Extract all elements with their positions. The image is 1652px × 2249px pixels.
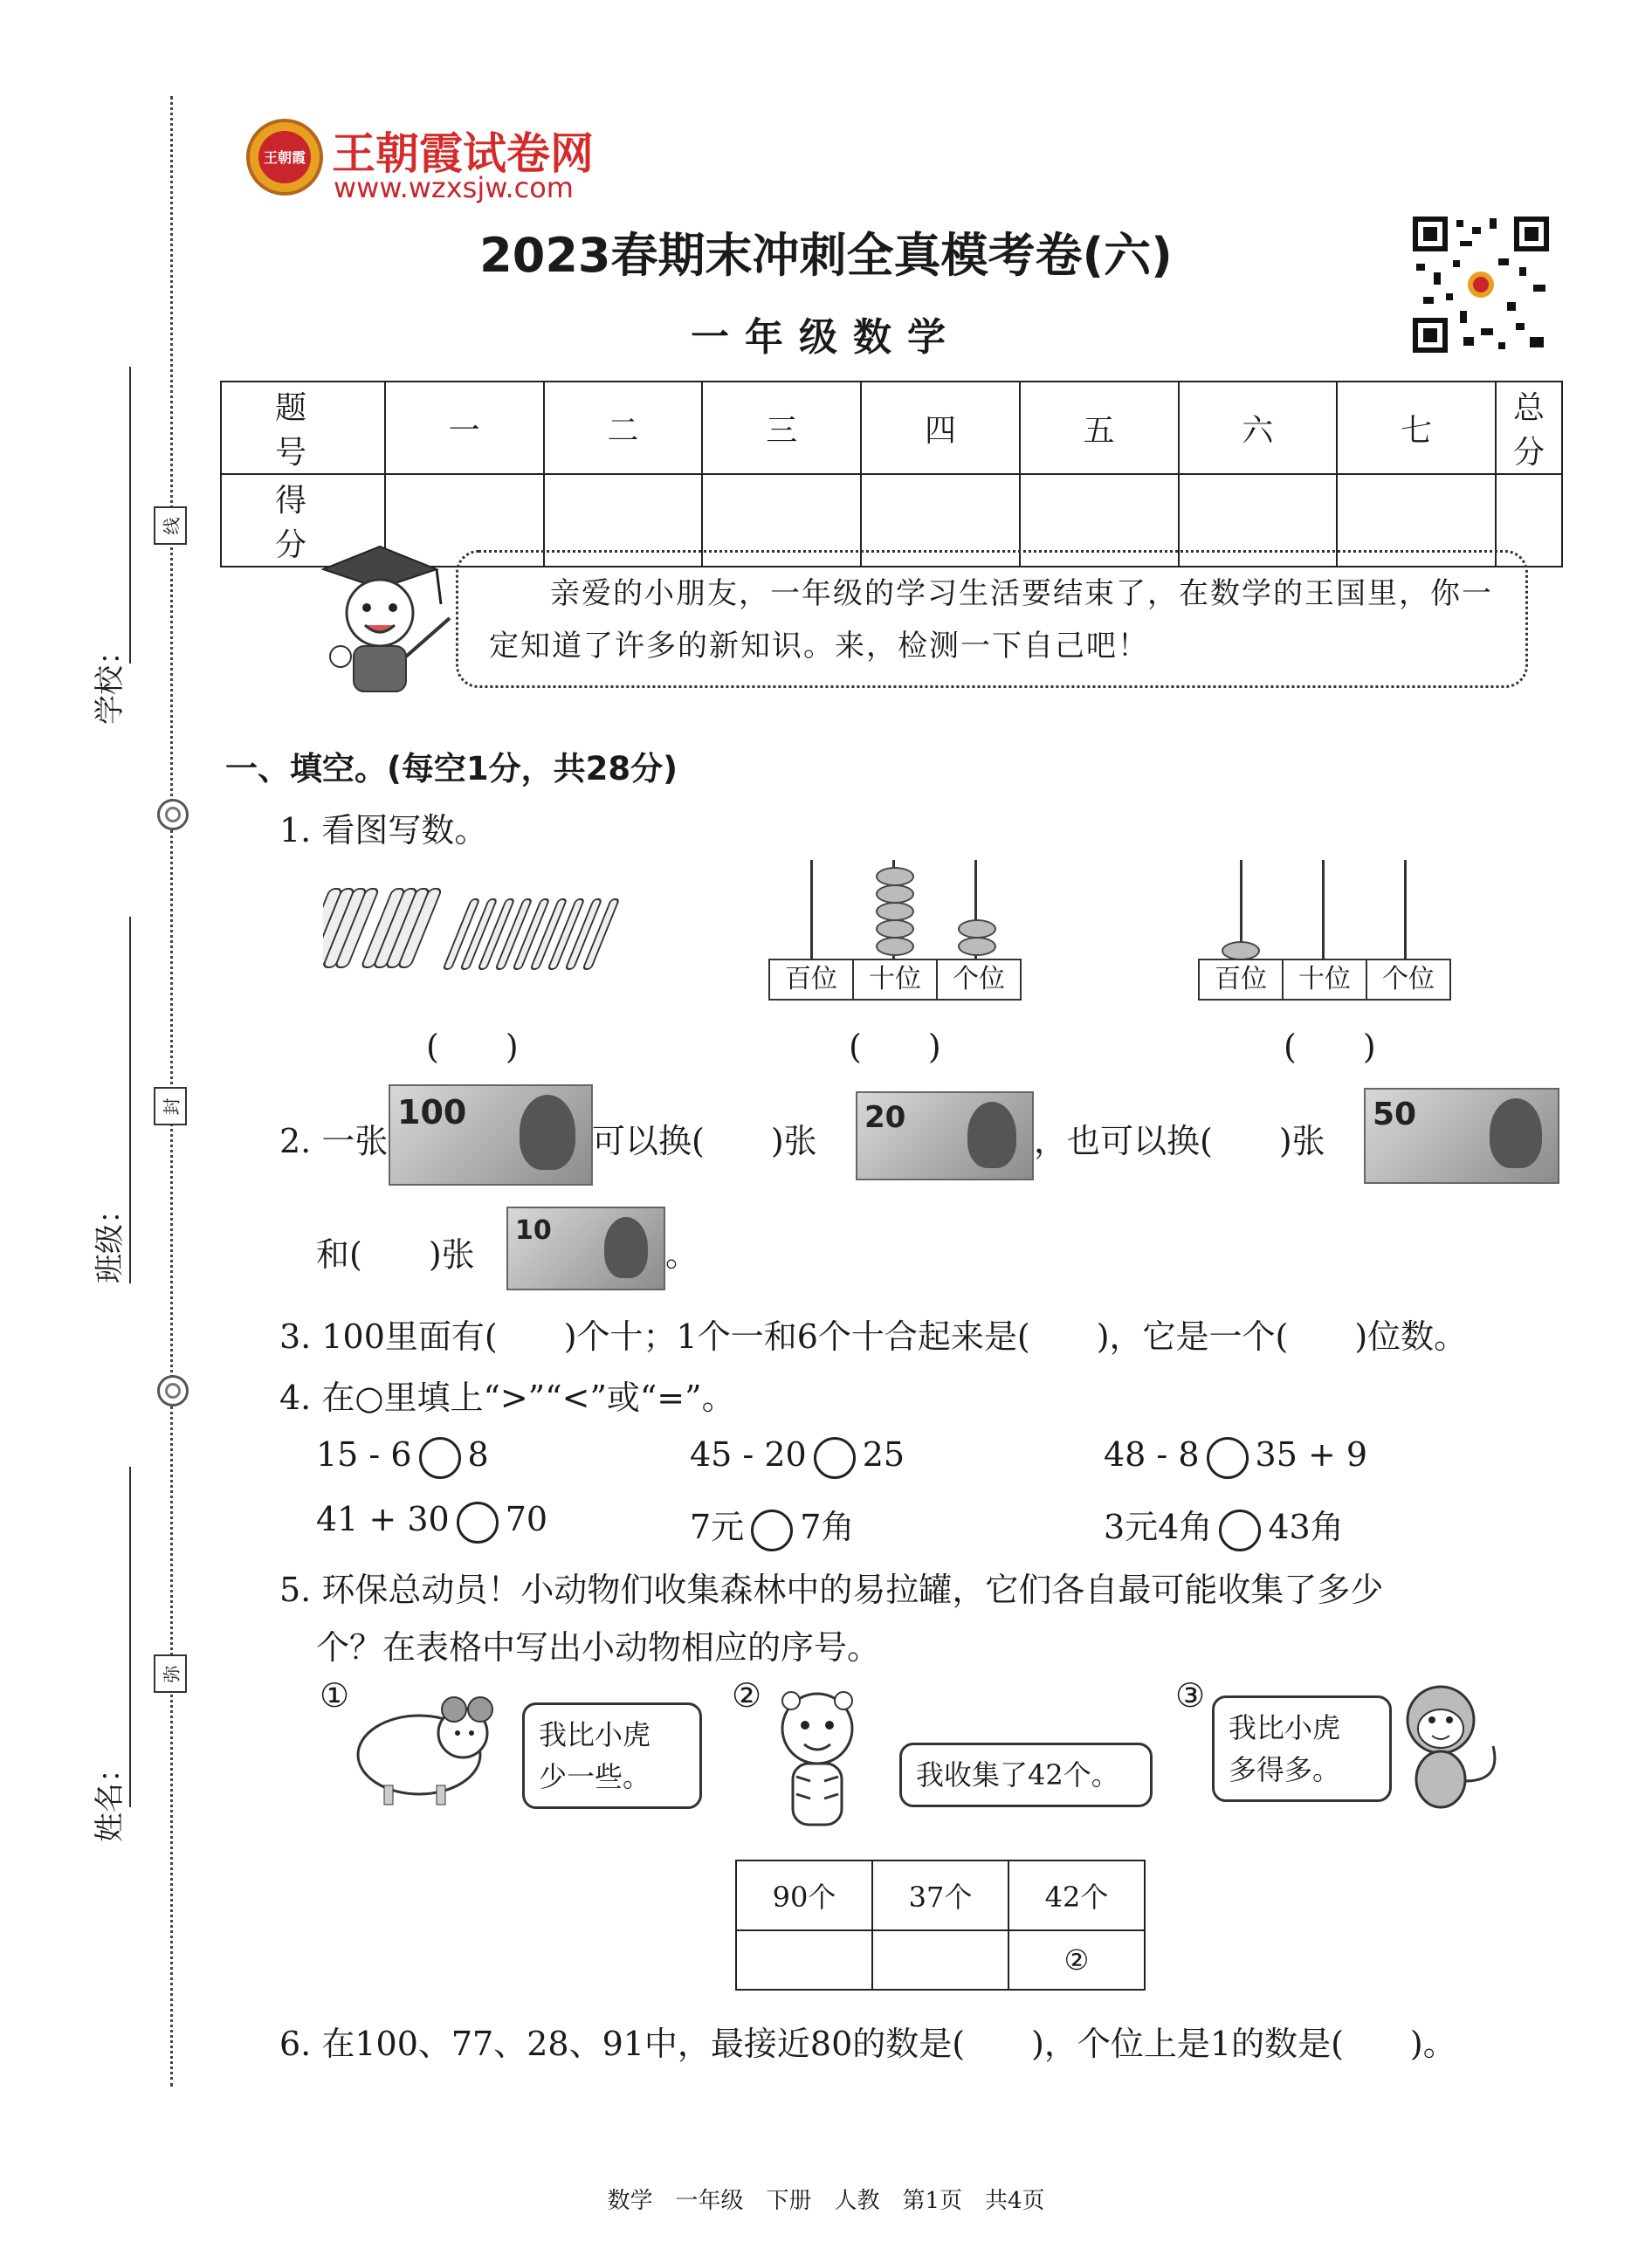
speech-bubble-3: 我比小虎 多得多。 [1212,1695,1392,1802]
abacus-bead [1222,941,1260,960]
q4-text: 4. 在○里填上“>”“<”或“=”。 [279,1379,735,1417]
answer-header: 42个 [1008,1860,1145,1930]
name-line [129,1467,131,1807]
place-hundreds: 百位 [1200,960,1284,999]
q2-text-d: 和( )张 [316,1235,475,1274]
q2-text-a: 2. 一张 [279,1122,389,1160]
seal-char-line: 线 [154,506,187,545]
compare-circle[interactable] [457,1502,499,1544]
q2-text-b: 可以换( )张 [592,1122,817,1160]
q1-answer-blank-1[interactable]: ( ) [426,1028,519,1066]
section-1-title: 一、填空。(每空1分，共28分) [225,750,678,787]
answer-cell[interactable] [872,1930,1008,1990]
banknote-10 [506,1207,665,1290]
abacus-bead [958,919,996,939]
score-header: 一 [385,382,544,474]
page-title: 2023春期末冲刺全真模考卷(六) [479,228,1173,283]
score-header: 总 分 [1496,382,1562,474]
abacus-rod [810,860,813,960]
place-ones: 个位 [1382,964,1435,994]
q4-item: 3元4角 43角 [1104,1500,1344,1551]
abacus-bead [876,937,914,956]
class-label: 班级： [93,1194,127,1283]
place-hundreds: 百位 [770,960,854,999]
banknote-50 [1364,1088,1559,1184]
abacus-bead [876,919,914,939]
abacus-bead [958,937,996,956]
abacus-rod [1322,860,1325,960]
score-header: 三 [702,382,861,474]
compare-circle[interactable] [419,1437,461,1479]
banknote-100 [389,1084,593,1186]
speech-bubble-2: 我收集了42个。 [899,1743,1153,1807]
brand-logo [244,117,325,197]
score-header: 四 [861,382,1020,474]
q4-item: 48 - 8 35 + 9 [1104,1435,1367,1479]
swirl-icon [157,1375,189,1406]
animal-number-2: ② [732,1676,762,1715]
school-line [129,367,131,664]
compare-circle[interactable] [814,1437,856,1479]
swirl-icon [157,799,189,830]
place-tens: 十位 [854,960,938,999]
q1-answer-blank-2[interactable]: ( ) [849,1028,941,1066]
place-ones: 个位 [953,964,1005,994]
score-header: 五 [1020,382,1179,474]
answer-cell[interactable] [736,1930,872,1990]
compare-circle[interactable] [751,1510,793,1551]
score-label: 得 分 [221,474,385,567]
teacher-cartoon [306,534,454,700]
abacus-bead [876,902,914,921]
seal-char-seal: 封 [154,1087,187,1125]
compare-circle[interactable] [1207,1437,1249,1479]
banknote-value: 50 [1373,1097,1417,1132]
q4-item: 15 - 6 8 [316,1435,489,1479]
brand-name: 王朝霞试卷网 [332,128,594,179]
score-header: 六 [1179,382,1338,474]
seal-char-close: 弥 [154,1654,187,1693]
abacus-2-base [1198,959,1451,1001]
q1-answer-blank-3[interactable]: ( ) [1284,1028,1376,1066]
page-footer: 数学 一年级 下册 人教 第1页 共4页 [607,2188,1045,2214]
place-tens: 十位 [1284,960,1367,999]
animal-number-1: ① [320,1676,350,1715]
banknote-value: 100 [397,1093,467,1131]
banknote-value: 20 [864,1100,906,1135]
q5-text-2: 个？在表格中写出小动物相应的序号。 [316,1628,881,1667]
brand-url[interactable]: www.wzxsjw.com [334,171,574,204]
q2-text-c: ，也可以换( )张 [1034,1122,1325,1160]
q6-text: 6. 在100、77、28、91中，最接近80的数是( )，个位上是1的数是( )。 [279,2025,1456,2063]
animal-number-3: ③ [1175,1676,1206,1715]
answer-cell[interactable]: ② [1008,1930,1145,1990]
tiger-icon [765,1685,887,1833]
abacus-bead [876,884,914,904]
name-label: 姓名： [93,1753,127,1842]
sheep-icon [349,1685,506,1807]
score-header: 二 [544,382,703,474]
q5-answer-table [735,1860,1146,1991]
greeting-text: 亲爱的小朋友，一年级的学习生活要结束了，在数学的王国里，你一定知道了许多的新知识。来，检测一下自己吧！ [489,576,1493,664]
page-subtitle: 一年级数学 [691,315,961,360]
brand-seal-text: 王朝霞 [263,149,306,166]
q3-text: 3. 100里面有( )个十；1个一和6个十合起来是( )，它是一个( )位数。 [279,1317,1468,1356]
score-header: 七 [1337,382,1496,474]
monkey-icon [1380,1676,1511,1825]
answer-header: 37个 [872,1860,1008,1930]
q4-item: 45 - 20 25 [690,1435,905,1479]
speech-bubble-1: 我比小虎 少一些。 [522,1702,702,1809]
q4-item: 7元 7角 [690,1500,854,1551]
q2-text-e: 。 [665,1235,699,1274]
score-header: 题 号 [221,382,385,474]
sticks-picture [323,882,637,987]
banknote-value: 10 [515,1215,552,1246]
abacus-rod [1404,860,1407,960]
answer-header: 90个 [736,1860,872,1930]
q1-text: 1. 看图写数。 [279,811,488,849]
class-line [129,917,131,1283]
abacus-1-base [768,959,1022,1001]
compare-circle[interactable] [1219,1510,1261,1551]
school-label: 学校： [93,636,127,725]
q4-item: 41 + 30 70 [316,1500,547,1544]
banknote-20 [856,1091,1034,1180]
q5-text-1: 5. 环保总动员！小动物们收集森林中的易拉罐，它们各自最可能收集了多少 [279,1571,1384,1609]
abacus-bead [876,867,914,886]
